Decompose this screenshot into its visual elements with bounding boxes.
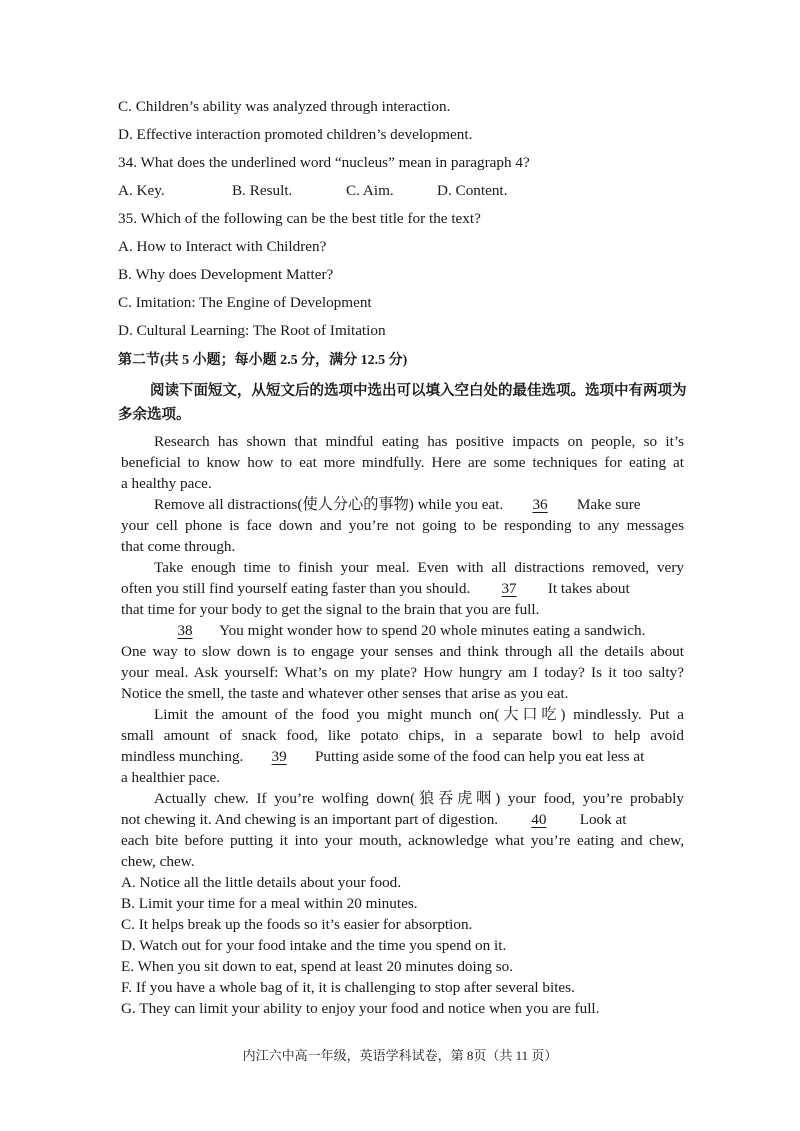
passage-text: Look at xyxy=(579,811,627,828)
question-34-stem: 34. What does the underlined word “nucleus” mean in paragraph 4? xyxy=(118,154,530,171)
q35-option-b: B. Why does Development Matter? xyxy=(118,266,334,283)
passage-line: a healthier pace. xyxy=(121,769,221,786)
passage-line: your meal. Ask yourself: What’s on my plate? How hungry am I today? Is it too salty? xyxy=(121,664,684,681)
choice-b: B. Limit your time for a meal within 20 minutes. xyxy=(121,895,418,912)
passage-line: chew, chew. xyxy=(121,853,195,870)
passage-line xyxy=(121,747,644,767)
passage-text: Make sure xyxy=(576,496,641,513)
passage-text: often you still find yourself eating faster than you should. xyxy=(121,580,471,597)
passage-text: It takes about xyxy=(547,580,630,597)
blank-36: 36 xyxy=(532,496,548,513)
choice-a: A. Notice all the little details about your food. xyxy=(121,874,402,891)
passage-line xyxy=(121,810,627,830)
passage-line: Take enough time to finish your meal. Even with all distractions removed, very xyxy=(154,559,684,576)
passage-line: Research has shown that mindful eating has positive impacts on people, so it’s xyxy=(154,433,684,450)
blank-37: 37 xyxy=(501,580,517,597)
q34-option-b: B. Result. xyxy=(232,182,293,199)
passage-line: that come through. xyxy=(121,538,236,555)
passage-text: Remove all distractions(使人分心的事物) while you eat. xyxy=(154,496,504,513)
passage-line: Limit the amount of the food you might munch on(大口吃) mindlessly. Put a xyxy=(154,706,684,723)
passage-line: Actually chew. If you’re wolfing down(狼吞虎咽) your food, you’re probably xyxy=(154,790,684,807)
choice-c: C. It helps break up the foods so it’s easier for absorption. xyxy=(121,916,473,933)
passage-text: mindless munching. xyxy=(121,748,244,765)
passage-line: each bite before putting it into your mouth, acknowledge what you’re eating and chew, xyxy=(121,832,684,849)
q35-option-d: D. Cultural Learning: The Root of Imitation xyxy=(118,322,386,339)
passage-text: not chewing it. And chewing is an important part of digestion. xyxy=(121,811,499,828)
blank-39: 39 xyxy=(271,748,287,765)
blank-38: 38 xyxy=(177,622,193,639)
passage-text: Putting aside some of the food can help you eat less at xyxy=(314,748,645,765)
section-heading: 第二节(共 5 小题；每小题 2.5 分，满分 12.5 分) xyxy=(118,353,408,368)
passage-line: beneficial to know how to eat more mindfully. Here are some techniques for eating at xyxy=(121,454,684,471)
choice-e: E. When you sit down to eat, spend at least 20 minutes doing so. xyxy=(121,958,514,975)
question-35-stem: 35. Which of the following can be the best title for the text? xyxy=(118,210,481,227)
q35-option-c: C. Imitation: The Engine of Development xyxy=(118,294,372,311)
section-instructions-line2: 多余选项。 xyxy=(118,407,191,423)
passage-text: You might wonder how to spend 20 whole minutes eating a sandwich. xyxy=(219,622,646,639)
prev-option-d: D. Effective interaction promoted children’s development. xyxy=(118,126,473,143)
q34-option-a: A. Key. xyxy=(118,182,165,199)
q34-option-c: C. Aim. xyxy=(346,182,394,199)
section-instructions-line1: 阅读下面短文，从短文后的选项中选出可以填入空白处的最佳选项。选项中有两项为 xyxy=(150,383,687,399)
page-footer: 内江六中高一年级，英语学科试卷，第 8页（共 11 页） xyxy=(242,1048,558,1063)
passage-line xyxy=(154,495,641,515)
passage-line: Notice the smell, the taste and whatever other senses that arise as you eat. xyxy=(121,685,569,702)
passage-line: that time for your body to get the signal to the brain that you are full. xyxy=(121,601,540,618)
prev-option-c: C. Children’s ability was analyzed through interaction. xyxy=(118,98,451,115)
passage-line xyxy=(121,579,630,599)
passage-line: small amount of snack food, like potato chips, in a separate bowl to help avoid xyxy=(121,727,684,744)
passage-line xyxy=(154,621,645,641)
passage-line: One way to slow down is to engage your senses and think through all the details about xyxy=(121,643,684,660)
choice-g: G. They can limit your ability to enjoy your food and notice when you are full. xyxy=(121,1000,600,1017)
passage-line: a healthy pace. xyxy=(121,475,212,492)
q34-option-d: D. Content. xyxy=(437,182,508,199)
blank-40: 40 xyxy=(531,811,547,828)
passage-line: your cell phone is face down and you’re not going to be responding to any messages xyxy=(121,517,684,534)
choice-f: F. If you have a whole bag of it, it is challenging to stop after several bites. xyxy=(121,979,575,996)
q35-option-a: A. How to Interact with Children? xyxy=(118,238,327,255)
choice-d: D. Watch out for your food intake and the time you spend on it. xyxy=(121,937,507,954)
